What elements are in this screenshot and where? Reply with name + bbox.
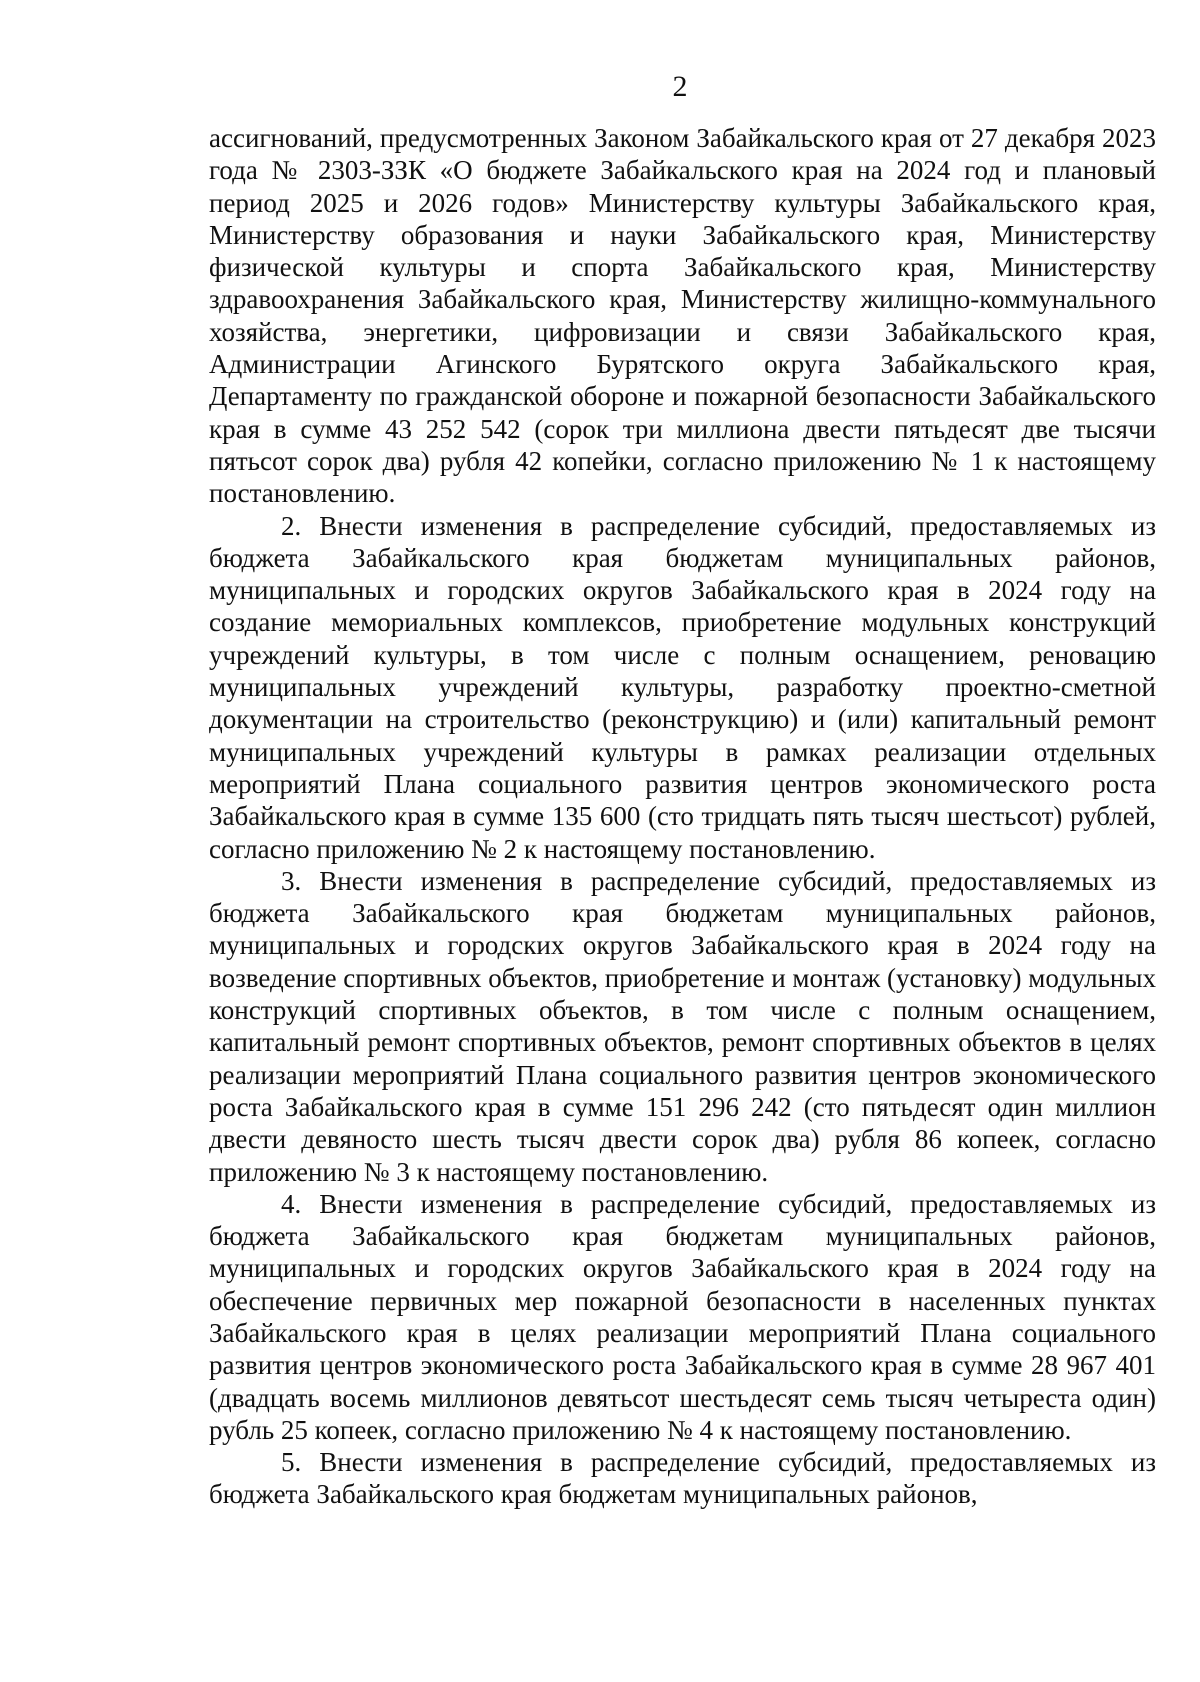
page-number: 2 bbox=[672, 70, 688, 103]
paragraph-item-3: 3. Внести изменения в распределение субсидий, предоставляемых из бюджета Забайкальского края бюджетам муниципальных районов, муниципальных и городских округов Забайкальского края в 2024 году на возведение спортивных объектов, приобретение и монтаж (установку) модульных конструкций спортивных объектов, в том числе с полным оснащением, капитальный ремонт спортивных объектов, ремонт спортивных объектов в целях реализации мероприятий Плана социального развития центров экономического роста Забайкальского края в сумме 151 296 242 (сто пятьдесят один миллион двести девяносто шесть тысяч двести сорок два) рубля 86 копеек, согласно приложению № 3 к настоящему постановлению. bbox=[209, 865, 1156, 1187]
paragraph-item-4: 4. Внести изменения в распределение субсидий, предоставляемых из бюджета Забайкальского края бюджетам муниципальных районов, муниципальных и городских округов Забайкальского края в 2024 году на обеспечение первичных мер пожарной безопасности в населенных пунктах Забайкальского края в целях реализации мероприятий Плана социального развития центров экономического роста Забайкальского края в сумме 28 967 401 (двадцать восемь миллионов девятьсот шестьдесят семь тысяч четыреста один) рубль 25 копеек, согласно приложению № 4 к настоящему постановлению. bbox=[209, 1188, 1156, 1445]
document-body bbox=[209, 122, 1156, 1511]
paragraph-item-2: 2. Внести изменения в распределение субсидий, предоставляемых из бюджета Забайкальского края бюджетам муниципальных районов, муниципальных и городских округов Забайкальского края в 2024 году на создание мемориальных комплексов, приобретение модульных конструкций учреждений культуры, в том числе с полным оснащением, реновацию муниципальных учреждений культуры, разработку проектно-сметной документации на строительство (реконструкцию) и (или) капитальный ремонт муниципальных учреждений культуры в рамках реализации отдельных мероприятий Плана социального развития центров экономического роста Забайкальского края в сумме 135 600 (сто тридцать пять тысяч шестьсот) рублей, согласно приложению № 2 к настоящему постановлению. bbox=[209, 510, 1156, 864]
paragraph-continuation: ассигнований, предусмотренных Законом Забайкальского края от 27 декабря 2023 года № 2303-ЗЗК «О бюджете Забайкальского края на 2024 год и плановый период 2025 и 2026 годов» Министерству культуры Забайкальского края, Министерству образования и науки Забайкальского края, Министерству физической культуры и спорта Забайкальского края, Министерству здравоохранения Забайкальского края, Министерству жилищно-коммунального хозяйства, энергетики, цифровизации и связи Забайкальского края, Администрации Агинского Бурятского округа Забайкальского края, Департаменту по гражданской обороне и пожарной безопасности Забайкальского края в сумме 43 252 542 (сорок три миллиона двести пятьдесят две тысячи пятьсот сорок два) рубля 42 копейки, согласно приложению № 1 к настоящему постановлению. bbox=[209, 123, 1156, 509]
paragraph-item-5: 5. Внести изменения в распределение субсидий, предоставляемых из бюджета Забайкальского края бюджетам муниципальных районов, bbox=[209, 1447, 1156, 1510]
